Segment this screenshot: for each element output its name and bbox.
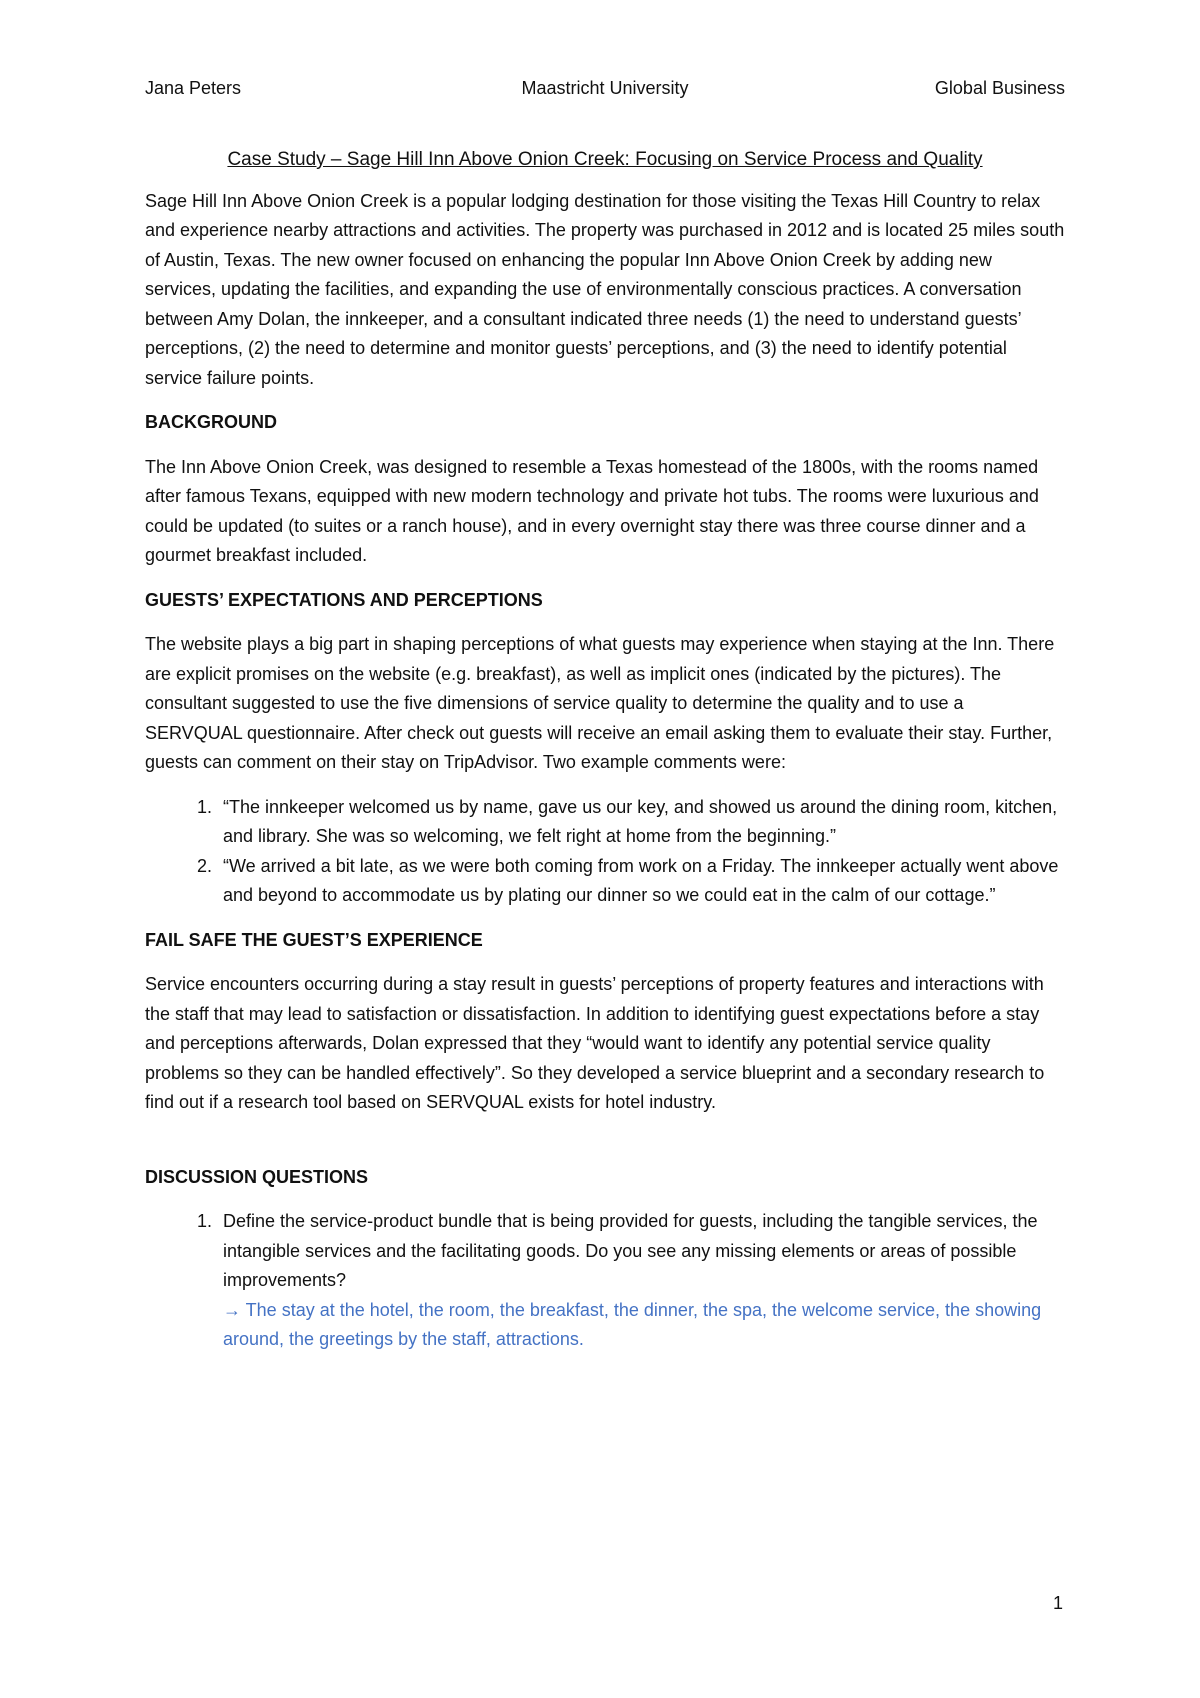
answer-text: → The stay at the hotel, the room, the breakfast, the dinner, the spa, the welcome service, the showing around, the greetings by the staff, attractions.	[223, 1299, 1042, 1349]
section-spacer	[145, 1133, 1065, 1163]
question-text: Define the service-product bundle that is being provided for guests, including the tangible services, the intangible services and the facilitating goods. Do you see any missing elements or areas of possible improvements?	[223, 1211, 1038, 1290]
guest-comment: 2. “We arrived a bit late, as we were both coming from work on a Friday. The innkeeper actually went above and beyond to accommodate us by plating our dinner so we could eat in the calm of our cottage.”	[217, 852, 1065, 911]
guest-comment: 1. “The innkeeper welcomed us by name, gave us our key, and showed us around the dining room, kitchen, and library. She was so welcoming, we felt right at home from the beginning.”	[217, 793, 1065, 852]
discussion-questions-list	[145, 1207, 1065, 1355]
discussion-question	[217, 1207, 1065, 1355]
expectations-heading: GUESTS’ EXPECTATIONS AND PERCEPTIONS	[145, 589, 543, 610]
page-number: 1	[1052, 1593, 1063, 1613]
failsafe-heading: FAIL SAFE THE GUEST’S EXPERIENCE	[145, 929, 483, 950]
document-title: Case Study – Sage Hill Inn Above Onion Creek: Focusing on Service Process and Quality	[227, 149, 983, 170]
background-paragraph: The Inn Above Onion Creek, was designed to resemble a Texas homestead of the 1800s, with the rooms named after famous Texans, equipped with new modern technology and private hot tubs. The rooms were luxurious and could be updated (to suites or a ranch house), and in every overnight stay there was three course dinner and a gourmet breakfast included.	[145, 456, 1039, 565]
guest-comments-list	[145, 793, 1065, 911]
header-institution: Maastricht University	[521, 78, 689, 98]
expectations-paragraph: The website plays a big part in shaping perceptions of what guests may experience when staying at the Inn. There are explicit promises on the website (e.g. breakfast), as well as implicit ones (indicated by the pictures). The consultant suggested to use the five dimensions of service quality to determine the quality and to use a SERVQUAL questionnaire. After check out guests will receive an email asking them to evaluate their stay. Further, guests can comment on their stay on TripAdvisor. Two example comments were:	[145, 634, 1055, 772]
document-body	[145, 145, 1065, 1370]
failsafe-paragraph: Service encounters occurring during a stay result in guests’ perceptions of property features and interactions with the staff that may lead to satisfaction or dissatisfaction. In addition to identifying guest expectations before a stay and perceptions afterwards, Dolan expressed that they “would want to identify any potential service quality problems so they can be handled effectively”. So they developed a service blueprint and a secondary research to find out if a research tool based on SERVQUAL exists for hotel industry.	[145, 974, 1045, 1112]
background-heading: BACKGROUND	[145, 412, 277, 432]
intro-paragraph: Sage Hill Inn Above Onion Creek is a popular lodging destination for those visiting the Texas Hill Country to relax and experience nearby attractions and activities. The property was purchased in 2012 and is located 25 miles south of Austin, Texas. The new owner focused on enhancing the popular Inn Above Onion Creek by adding new services, updating the facilities, and expanding the use of environmentally conscious practices. A conversation between Amy Dolan, the innkeeper, and a consultant indicated three needs (1) the need to understand guests’ perceptions, (2) the need to determine and monitor guests’ perceptions, and (3) the need to identify potential service failure points.	[145, 190, 1065, 388]
header-program: Global Business	[934, 78, 1065, 98]
discussion-heading: DISCUSSION QUESTIONS	[145, 1166, 369, 1187]
header-author: Jana Peters	[145, 78, 242, 98]
